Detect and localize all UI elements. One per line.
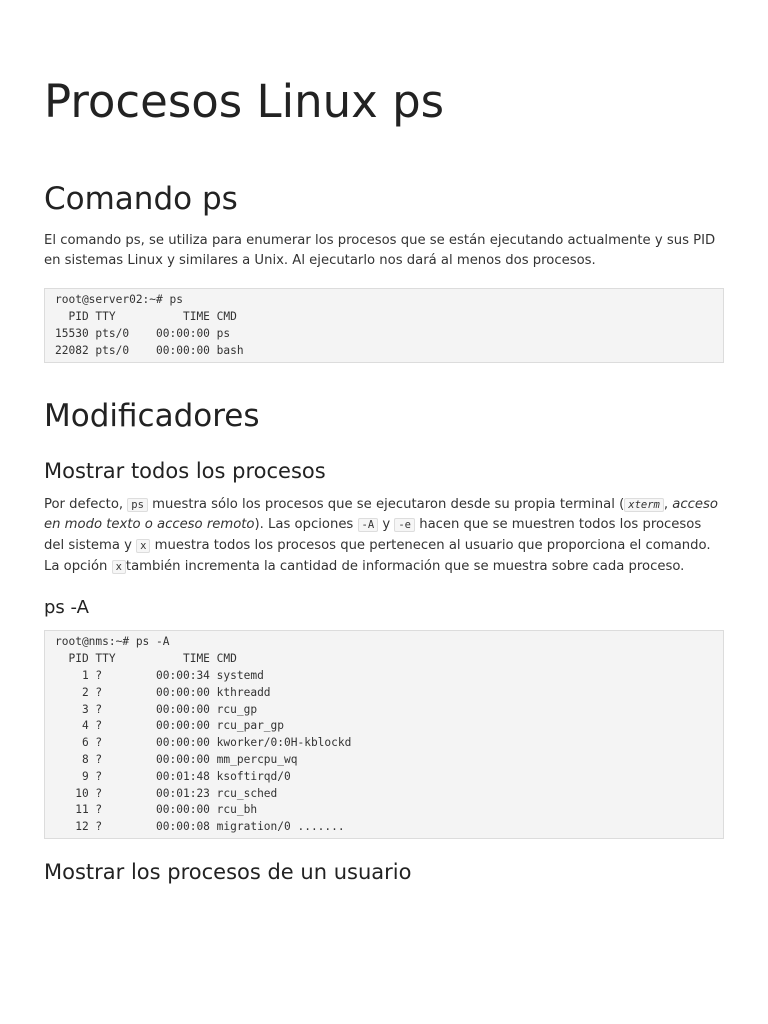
section-heading-modificadores: Modificadores [44, 397, 260, 434]
subheading-mostrar-todos: Mostrar todos los procesos [44, 458, 326, 483]
inline-code-xterm-text: xterm [628, 498, 660, 511]
code-line: PID TTY TIME CMD [55, 310, 237, 324]
code-line: 8 ? 00:00:00 mm_percpu_wq [55, 752, 298, 766]
code-line: 3 ? 00:00:00 rcu_gp [55, 702, 258, 716]
inline-code-option-x: x [136, 539, 150, 553]
ps-output-code-block [44, 288, 724, 362]
code-line: root@server02:~# ps [55, 293, 183, 307]
code-line: 10 ? 00:01:23 rcu_sched [55, 786, 278, 800]
code-line: root@nms:~# ps -A [55, 635, 170, 649]
text-run: muestra sólo los procesos que se ejecutaron desde su propia terminal ( [147, 496, 625, 512]
code-line: 11 ? 00:00:00 rcu_bh [55, 803, 258, 817]
text-run: muestra todos los procesos que pertenecen al usuario que proporciona el comando. La opción [44, 538, 711, 574]
text-run: ). Las opciones [254, 517, 358, 533]
code-line: 9 ? 00:01:48 ksoftirqd/0 [55, 769, 291, 783]
subheading-ps-A: ps -A [44, 597, 89, 619]
code-line: 6 ? 00:00:00 kworker/0:0H-kblockd [55, 736, 352, 750]
code-line: 4 ? 00:00:00 rcu_par_gp [55, 719, 285, 733]
inline-code-option-x: x [112, 560, 126, 574]
text-run: también incrementa la cantidad de información que se muestra sobre cada proceso. [125, 558, 685, 574]
code-line: 1 ? 00:00:34 systemd [55, 669, 264, 682]
code-line: 2 ? 00:00:00 kthreadd [55, 685, 271, 699]
text-run: Por defecto, [44, 496, 128, 512]
inline-code-xterm [624, 498, 664, 512]
text-run: hacen que se muestren todos los procesos del sistema y [44, 517, 702, 553]
code-line: 12 ? 00:00:08 migration/0 ....... [55, 820, 345, 834]
inline-code-option-e: -e [394, 518, 415, 532]
code-line: 15530 pts/0 00:00:00 ps [55, 327, 231, 340]
ps-A-output-code-block [44, 630, 724, 839]
inline-code-ps: ps [127, 498, 148, 512]
code-line: 22082 pts/0 00:00:00 bash [55, 343, 244, 357]
subheading-procesos-usuario: Mostrar los procesos de un usuario [44, 859, 412, 884]
mostrar-todos-description [44, 495, 724, 578]
code-line: PID TTY TIME CMD [55, 652, 237, 666]
page-title: Procesos Linux ps [44, 75, 445, 128]
section-heading-comando-ps: Comando ps [44, 181, 238, 217]
text-run: , [663, 496, 673, 512]
emphasis-text: acceso en modo texto o acceso remoto [44, 496, 718, 533]
comando-ps-description: El comando ps, se utiliza para enumerar los procesos que se están ejecutando actualmente y sus PID en sistemas Linux y similares a Unix. Al ejecutarlo nos dará al menos dos procesos. [44, 233, 716, 268]
inline-code-option-A: -A [358, 518, 379, 532]
text-run: y [378, 517, 395, 533]
